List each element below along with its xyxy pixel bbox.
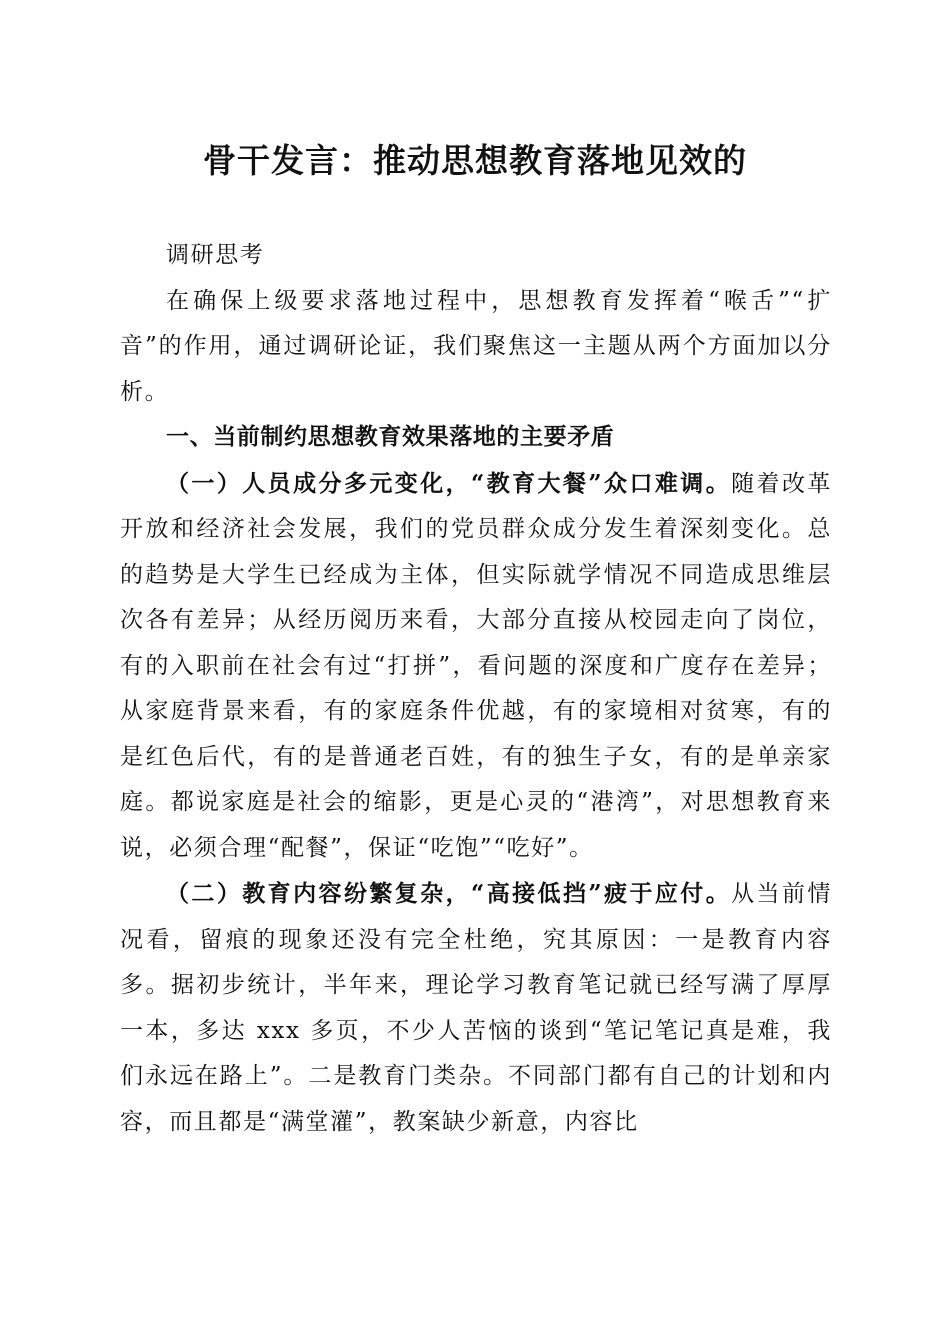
subsection-1-lead: （一）人员成分多元变化，“教育大餐”众口难调。 <box>166 469 732 497</box>
subsection-2-paragraph <box>120 871 832 1145</box>
document-title: 骨干发言：推动思想教育落地见效的 <box>203 141 747 180</box>
subsection-1-paragraph <box>120 461 832 872</box>
subsection-2-lead: （二）教育内容纷繁复杂，“高接低挡”疲于应付。 <box>166 880 732 907</box>
section-heading: 一、当前制约思想教育效果落地的主要矛盾 <box>166 424 615 450</box>
intro-paragraph: 在确保上级要求落地过程中，思想教育发挥着“喉舌”“扩音”的作用，通过调研论证，我们聚焦这一主题从两个方面加以分析。 <box>120 287 832 405</box>
document-body <box>120 233 832 1145</box>
byline: 调研思考 <box>166 242 265 268</box>
subsection-1-text: 随着改革开放和经济社会发展，我们的党员群众成分发生着深刻变化。总的趋势是大学生已经成为主体，但实际就学情况不同造成思维层次各有差异；从经历阅历来看，大部分直接从校园走向了岗位，有的入职前在社会有过“打拼”，看问题的深度和广度存在差异；从家庭背景来看，有的家庭条件优越，有的家境相对贫寒，有的是红色后代，有的是普通老百姓，有的独生子女，有的是单亲家庭。都说家庭是社会的缩影，更是心灵的“港湾”，对思想教育来说，必须合理“配餐”，保证“吃饱”“吃好”。 <box>120 470 833 861</box>
subsection-2-text: 从当前情况看，留痕的现象还没有完全杜绝，究其原因：一是教育内容多。据初步统计，半年来，理论学习教育笔记就已经写满了厚厚一本，多达 xxx 多页，不少人苦恼的谈到“笔记笔记真是难，我们永远在路上”。二是教育门类杂。不同部门都有自己的计划和内容，而且都是“满堂灌”，教案缺少新意，内容比 <box>120 881 833 1135</box>
